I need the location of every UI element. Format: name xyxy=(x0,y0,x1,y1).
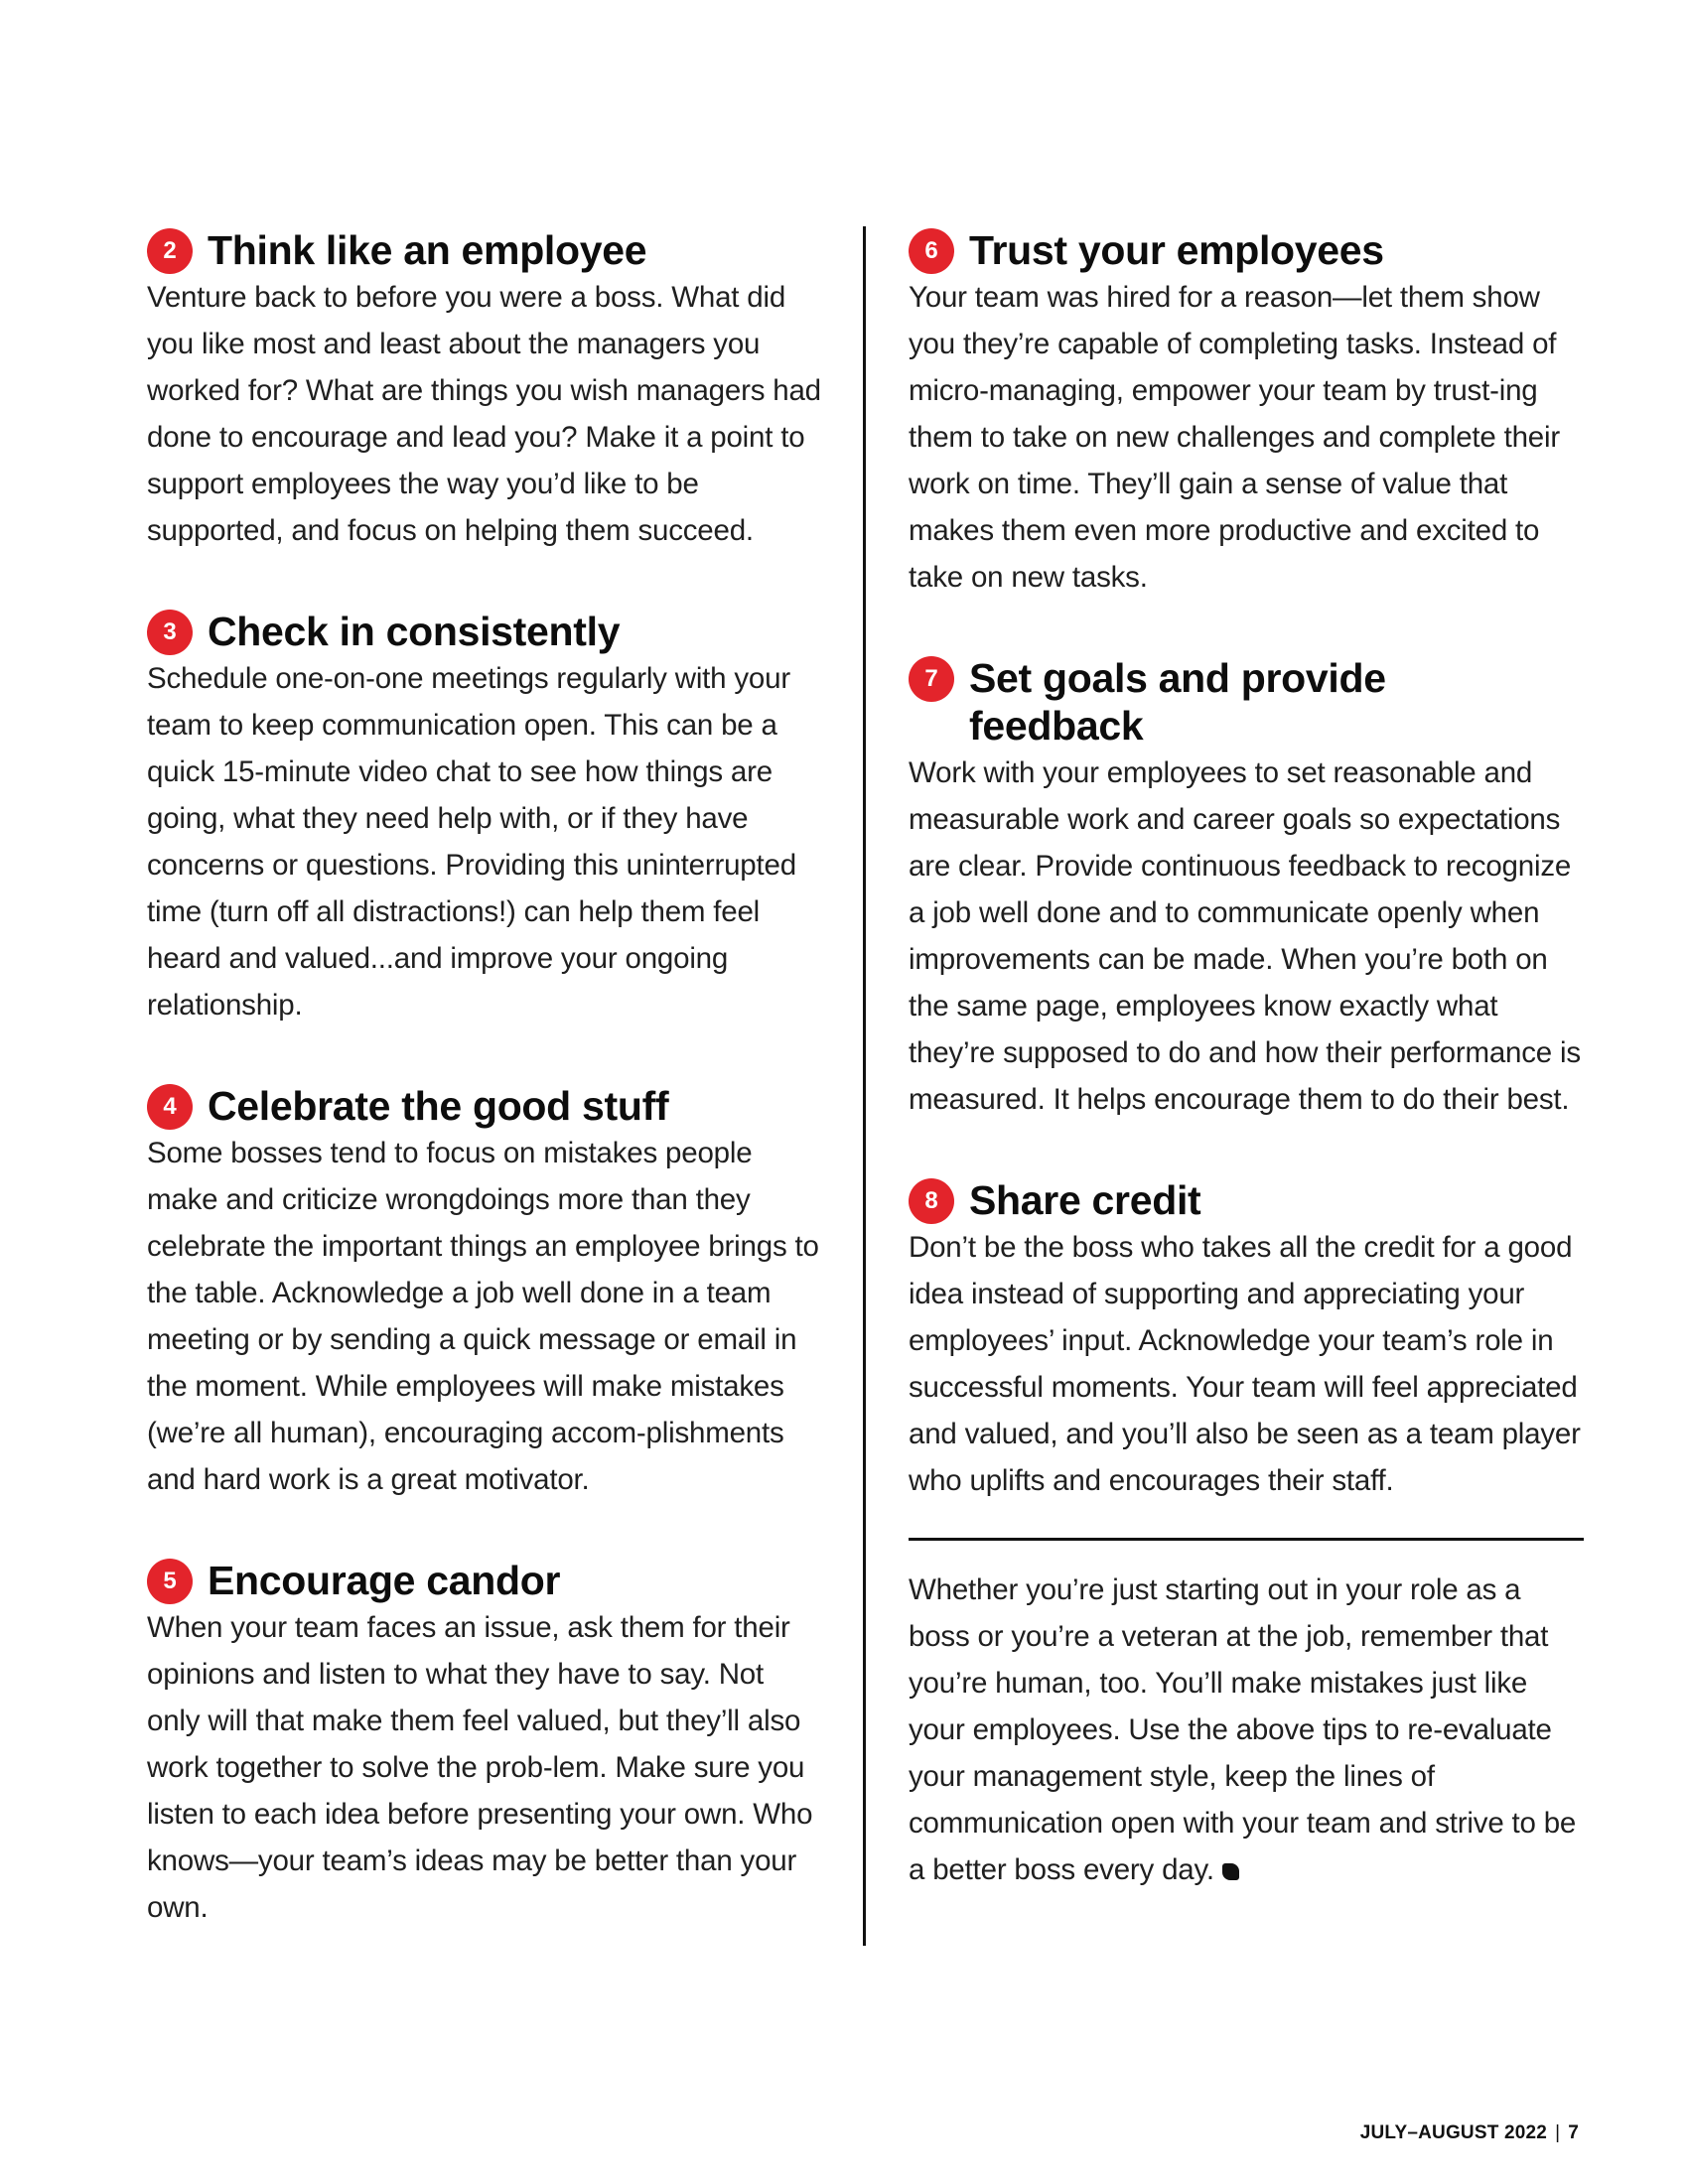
tip-number-badge: 4 xyxy=(147,1084,193,1130)
right-column xyxy=(909,226,1584,1893)
tip-title: Trust your employees xyxy=(969,227,1384,273)
column-divider xyxy=(863,226,866,1946)
tip-body: Work with your employees to set reasonable and measurable work and career goals so expectations are clear. Provide continuous feedback to recognize a job well done and to communicate openly when improvements can be made. When you’re both on the same page, employees know exactly what they’re supposed to do and how their performance is measured. It helps encourage them to do their best. xyxy=(909,756,1581,1116)
tip-title: Share credit xyxy=(969,1177,1201,1223)
tip-title: Celebrate the good stuff xyxy=(208,1083,669,1129)
tip-heading xyxy=(147,226,822,274)
footer-issue: JULY–AUGUST 2022 xyxy=(1359,2122,1548,2143)
footer-separator: | xyxy=(1555,2122,1561,2143)
tip-heading xyxy=(909,1176,1584,1224)
tip-body: Don’t be the boss who takes all the credit for a good idea instead of supporting and appreciating your employees’ input. Acknowledge your team’s role in successful moments. Your team will feel appreciated and valued, and you’ll also be seen as a team player who uplifts and encourages their staff. xyxy=(909,1231,1581,1497)
tip-heading xyxy=(147,1082,822,1130)
tip-number-badge: 8 xyxy=(909,1178,954,1224)
tip-body: When your team faces an issue, ask them for their opinions and listen to what they have to say. Not only will that make them feel valued, but they’ll also work together to solve the prob-lem. Make sure you listen to each idea before presenting your own. Who knows—your team’s ideas may be better than your own. xyxy=(147,1611,813,1924)
tip-number-badge: 6 xyxy=(909,228,954,274)
tip-celebrate-good-stuff xyxy=(147,1082,822,1503)
tip-heading xyxy=(909,226,1584,274)
page-number: 7 xyxy=(1568,2122,1579,2143)
tip-heading xyxy=(909,654,1406,750)
tip-number-badge: 2 xyxy=(147,228,193,274)
page-footer xyxy=(1360,2122,1579,2144)
closing-rule xyxy=(909,1538,1584,1541)
tip-encourage-candor xyxy=(147,1557,822,1931)
tip-body: Schedule one-on-one meetings regularly with your team to keep communication open. This can be a quick 15-minute video chat to see how things are going, what they need help with, or if they have concerns or questions. Providing this uninterrupted time (turn off all distractions!) can help them feel heard and valued...and improve your ongoing relationship. xyxy=(147,662,796,1022)
tip-title: Encourage candor xyxy=(208,1558,561,1603)
end-mark-icon xyxy=(1222,1863,1239,1880)
left-column xyxy=(147,226,822,1931)
tip-set-goals xyxy=(909,654,1584,1123)
tip-number-badge: 3 xyxy=(147,610,193,655)
tip-share-credit xyxy=(909,1176,1584,1504)
tip-heading xyxy=(147,608,822,655)
tip-number-badge: 5 xyxy=(147,1559,193,1604)
tip-trust-employees xyxy=(909,226,1584,601)
tip-body: Venture back to before you were a boss. What did you like most and least about the managers you worked for? What are things you wish managers had done to encourage and lead you? Make it a point to support employees the way you’d like to be supported, and focus on helping them succeed. xyxy=(147,281,821,547)
tip-heading xyxy=(147,1557,822,1604)
tip-body: Your team was hired for a reason—let them show you they’re capable of completing tasks. Instead of micro-managing, empower your team by trust-ing them to take on new challenges and complete their work on time. They’ll gain a sense of value that makes them even more productive and excited to take on new tasks. xyxy=(909,281,1560,594)
tip-check-in-consistently xyxy=(147,608,822,1028)
tip-title: Think like an employee xyxy=(208,227,647,273)
tip-title: Check in consistently xyxy=(208,609,621,654)
tip-body: Some bosses tend to focus on mistakes people make and criticize wrongdoings more than they celebrate the important things an employee brings to the table. Acknowledge a job well done in a team meeting or by sending a quick message or email in the moment. While employees will make mistakes (we’re all human), encouraging accom-plishments and hard work is a great motivator. xyxy=(147,1137,819,1496)
closing-text: Whether you’re just starting out in your role as a boss or you’re a veteran at the job, remember that you’re human, too. You’ll make mistakes just like your employees. Use the above tips to re-evaluate your management style, keep the lines of communication open with your team and strive to be a better boss every day. xyxy=(909,1573,1577,1886)
tip-think-like-employee xyxy=(147,226,822,554)
tip-number-badge: 7 xyxy=(909,656,954,702)
closing-paragraph xyxy=(909,1567,1584,1893)
tip-title: Set goals and provide feedback xyxy=(969,655,1386,749)
